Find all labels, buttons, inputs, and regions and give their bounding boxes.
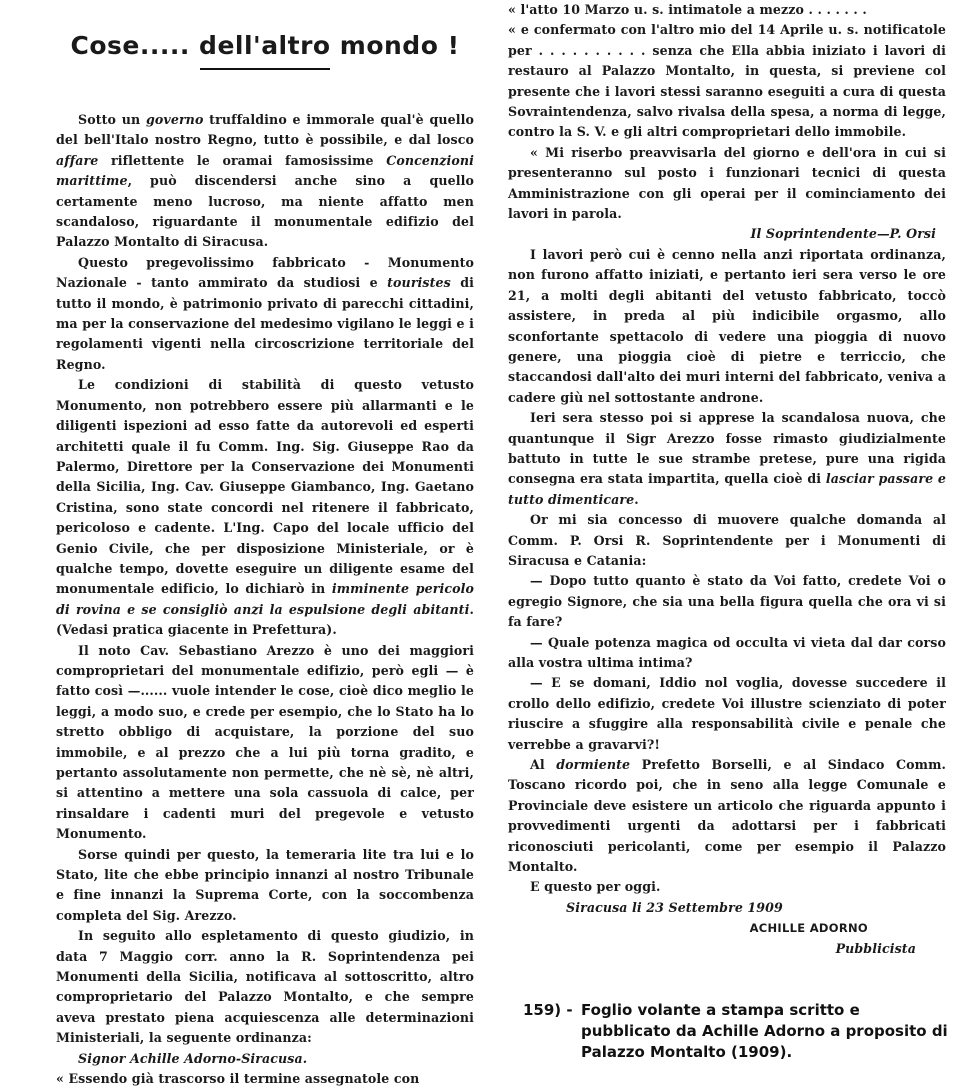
signature-role: Pubblicista <box>835 940 916 956</box>
right-column <box>508 0 946 959</box>
quote-signature: Il Soprintendente—P. Orsi <box>750 226 936 242</box>
paragraph: In seguito allo espletamento di questo giudizio, in data 7 Maggio corr. anno la R. Soprintendenza pei Monumenti della Sicilia, notificava al sottoscritto, altro comproprietario del Palazzo Montalto, e che sempre aveva prestato piena acquiescenza alle determinazioni Ministeriali, la seguente ordinanza: <box>56 928 474 1046</box>
paragraph: — E se domani, Iddio nol voglia, dovesse succedere il crollo dello edifizio, credete Voi illustre scienziato di poter riuscire a sfuggire alla responsabilità civile e penale che verrebbe a gravarvi?! <box>508 675 946 752</box>
paragraph: Questo pregevolissimo fabbricato - Monumento Nazionale - tanto ammirato da studiosi e touristes di tutto il mondo, è patrimonio privato di parecchi cittadini, ma per la conservazione del medesimo vigilano le leggi e i regolamenti vigenti nella circoscrizione territoriale del Regno. <box>56 254 474 372</box>
emphasis-text: touristes <box>387 275 451 291</box>
paragraph: — Quale potenza magica od occulta vi vieta dal dar corso alla vostra ultima intima? <box>508 634 946 670</box>
ordinance-line: « e confermato con l'altro mio del 14 Aprile u. s. notificatole per . . . . . . . . . . senza che Ella abbia iniziato i lavori di restauro al Palazzo Montalto, in questa, si previene col presente che i lavori stessi saranno eseguiti a cura di questa Sovraintendenza, salvo rivalsa della spesa, a norma di legge, contro la S. V. e gli altri comproprietari dello immobile. <box>508 22 946 140</box>
ordinance-start: « Essendo già trascorso il termine assegnatole con <box>56 1071 420 1087</box>
ordinance-line: « l'atto 10 Marzo u. s. intimatole a mezzo . . . . . . . <box>508 2 867 17</box>
caption-text: Foglio volante a stampa scritto e pubblicato da Achille Adorno a proposito di Palazzo Montalto (1909). <box>581 1001 948 1061</box>
caption-number: 159) - <box>523 1001 573 1019</box>
paragraph: Or mi sia concesso di muovere qualche domanda al Comm. P. Orsi R. Soprintendente per i Monumenti di Siracusa e Catania: <box>508 512 946 568</box>
signature-name: ACHILLE ADORNO <box>749 921 868 936</box>
paragraph: Al dormiente Prefetto Borselli, e al Sindaco Comm. Toscano ricordo poi, che in seno alla legge Comunale e Provinciale deve esistere un articolo che riguarda appunto i provvedimenti urgenti da adottarsi per i fabbricati riconosciuti pericolanti, come per esempio il Palazzo Montalto. <box>508 757 946 875</box>
emphasis-text: dormiente <box>556 757 631 773</box>
paragraph: Sorse quindi per questo, la temeraria lite tra lui e lo Stato, lite che ebbe principio innanzi al nostro Tribunale e fine innanzi la Suprema Corte, con la soccombenza completa del Sig. Arezzo. <box>56 846 474 923</box>
closing-line: E questo per oggi. <box>530 879 661 895</box>
paragraph: Ieri sera stesso poi si apprese la scandalosa nuova, che quantunque il Sigr Arezzo fosse rimasto giudizialmente battuto in tutte le sue strambe pretese, pure una rigida consegna era stata impartita, quella cioè di lasciar passare e tutto dimenticare. <box>508 410 946 507</box>
emphasis-text: affare <box>56 152 99 168</box>
ordinance-quote <box>508 0 946 224</box>
salutation: Signor Achille Adorno-Siracusa. <box>78 1050 308 1066</box>
document-title: Cose..... dell'altro mondo ! <box>70 31 460 60</box>
paragraph: Le condizioni di stabilità di questo vetusto Monumento, non potrebbero essere più allarmanti e le diligenti ispezioni ad esso fatte da autorevoli ed esperti architetti quale il fu Comm. Ing. Sig. Giuseppe Rao da Palermo, Direttore per la Conservazione dei Monumenti della Sicilia, Ing. Cav. Giuseppe Giambanco, Ing. Gaetano Cristina, sono state concordi nel ritenere il fabbricato, pericoloso e cadente. L'Ing. Capo del locale ufficio del Genio Civile, che per disposizione Ministeriale, or è qualche tempo, dovette eseguire un diligente esame del monumentale edificio, lo dichiarò in imminente pericolo di rovina e se consigliò anzi la espulsione degli abitanti. (Vedasi pratica giacente in Prefettura). <box>56 377 474 638</box>
emphasis-text: governo <box>146 112 204 127</box>
title-underline <box>200 68 330 70</box>
figure-caption <box>523 1000 953 1061</box>
dateline: Siracusa li 23 Settembre 1909 <box>566 899 783 915</box>
left-paragraphs <box>56 110 474 1049</box>
emphasis-text: lasciar passare e tutto dimenticare <box>508 471 946 507</box>
paragraph: I lavori però cui è cenno nella anzi riportata ordinanza, non furono affatto iniziati, e pertanto ieri sera verso le ore 21, a molti degli abitanti del vetusto fabbricato, toccò assistere, in preda al più indicibile orgasmo, allo sconfortante spettacolo di vedere una pioggia di nuovo genere, una pioggia cioè di pietre e terriccio, che staccandosi dall'alto dei muri interni del fabbricato, veniva a cadere giù nel sottostante androne. <box>508 246 946 405</box>
paragraph: Sotto un governo truffaldino e immorale qual'è quello del bell'Italo nostro Regno, tutto è possibile, e dal losco affare riflettente le oramai famosissime Concenzioni marittime, può discendersi anche sino a quello certamente meno lucroso, ma niente affatto men scandaloso, riguardante il monumentale edifizio del Palazzo Montalto di Siracusa. <box>56 112 474 250</box>
left-column <box>56 0 474 1090</box>
paragraph: — Dopo tutto quanto è stato da Voi fatto, credete Voi o egregio Signore, che sia una bella figura quella che ora vi si fa fare? <box>508 573 946 630</box>
paragraph: Il noto Cav. Sebastiano Arezzo è uno dei maggiori comproprietari del monumentale edifizio, però egli — è fatto così —...... vuole intender le cose, cioè dico meglio le leggi, a modo suo, e crede per esempio, che lo Stato ha lo stretto obbligo di acquistare, la porzione del suo immobile, e al prezzo che a lui più torna gradito, e pertanto assolutamente non permette, che nè sè, nè altri, si attentino a mettere una sola cassuola di calce, per rinsaldare i cadenti muri del pregevole e vetusto Monumento. <box>56 642 474 842</box>
ordinance-line: « Mi riserbo preavvisarla del giorno e dell'ora in cui si presenteranno sul posto i funzionari tecnici di questa Amministrazione con gli operai per il cominciamento dei lavori in parola. <box>508 144 946 222</box>
emphasis-text: imminente pericolo di rovina e se consigliò anzi la espulsione degli abitanti <box>56 581 474 617</box>
right-paragraphs <box>508 245 946 878</box>
emphasis-text: Concenzioni marittime <box>56 152 474 189</box>
